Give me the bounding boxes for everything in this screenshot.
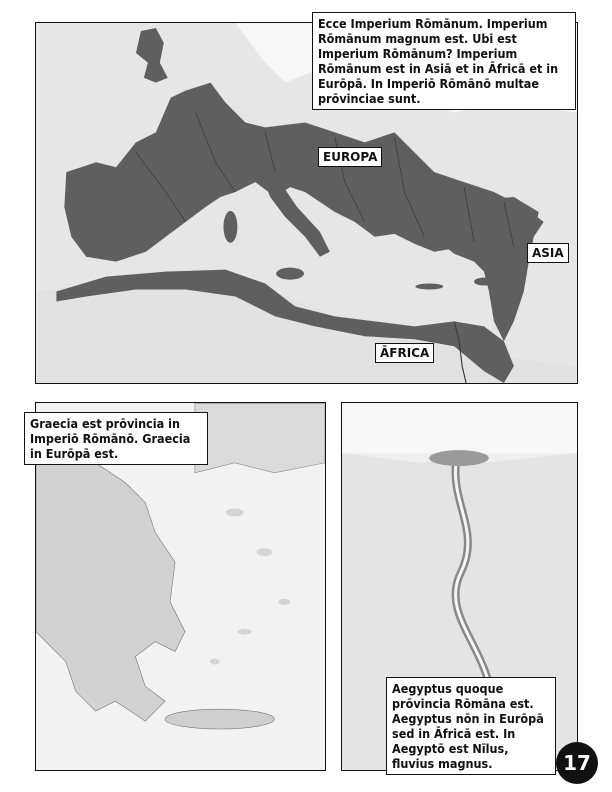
greece-caption: Graecia est prōvincia in Imperiō Rōmānō. Graecia in Eurōpā est. [24, 412, 208, 465]
asia-label: ASIA [527, 243, 569, 263]
map-caption: Ecce Imperium Rōmānum. Imperium Rōmānum magnum est. Ubi est Imperium Rōmānum? Imperium Rōmānum est in Asiā et in Āfricā et in Eurōpā. In Imperiō Rōmānō multae prōvinciae sunt. [312, 12, 576, 110]
page-number: 17 [556, 742, 598, 784]
africa-label: ĀFRICA [375, 343, 434, 363]
egypt-caption: Aegyptus quoque prōvincia Rōmāna est. Aegyptus nōn in Eurōpā sed in Āfricā est. In Aegyptō est Nīlus, fluvius magnus. [386, 677, 556, 775]
europa-label: EUROPA [318, 147, 382, 167]
